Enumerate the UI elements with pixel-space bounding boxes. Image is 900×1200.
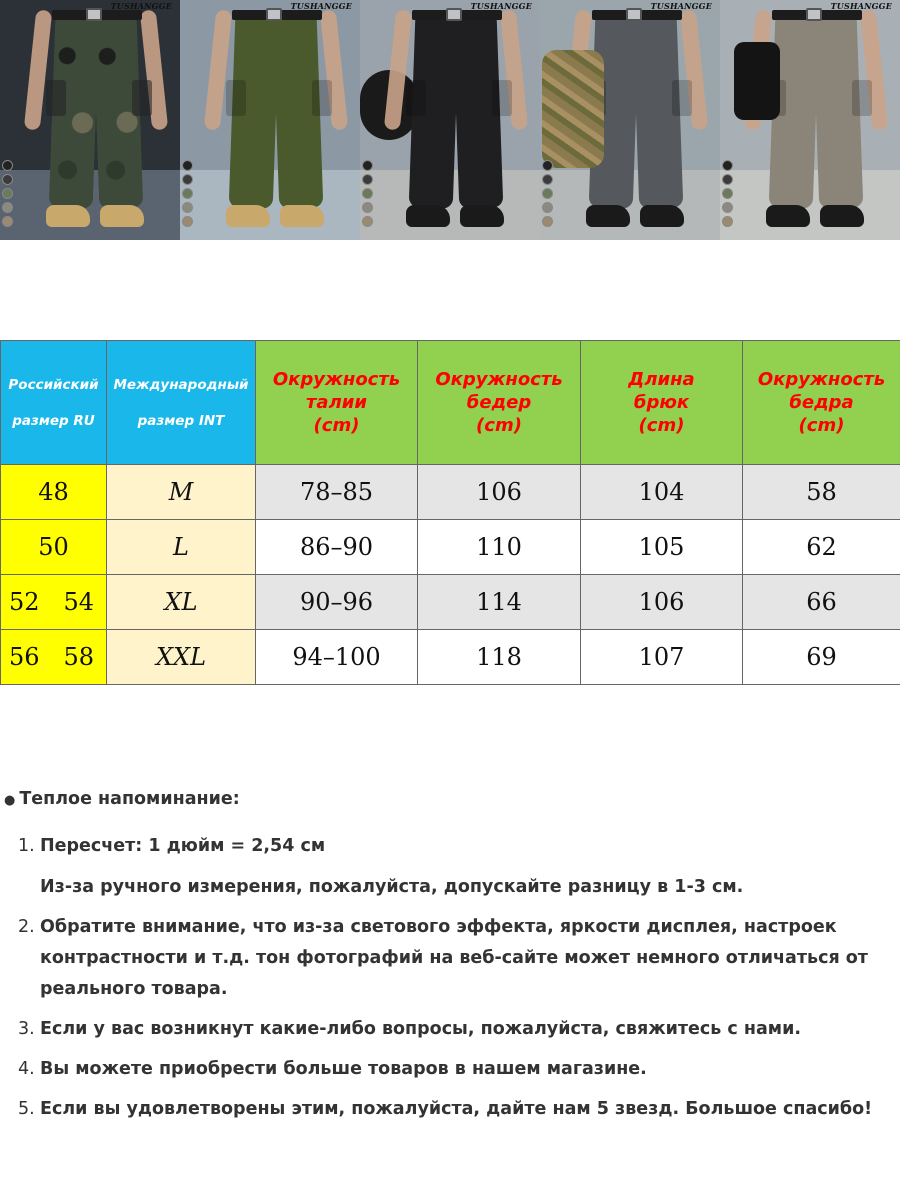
color-swatch: [722, 188, 733, 199]
cell-thigh: 58: [743, 465, 900, 520]
size-chart-table: [0, 340, 900, 685]
header-hips: Окружность бедер (cm): [418, 341, 581, 465]
table-row: [1, 630, 900, 685]
brand-logo: TUSHANGGE: [470, 1, 532, 11]
color-swatch: [362, 202, 373, 213]
color-swatch: [542, 216, 553, 227]
cell-hips: 114: [418, 575, 581, 630]
cell-waist: 94–100: [256, 630, 418, 685]
reminder-title: ● Теплое напоминание:: [4, 789, 240, 809]
color-swatch: [722, 174, 733, 185]
brand-logo: TUSHANGGE: [110, 1, 172, 11]
cell-waist: 78–85: [256, 465, 418, 520]
cell-int-size: M: [107, 465, 256, 520]
color-swatch: [2, 160, 13, 171]
brand-logo: TUSHANGGE: [830, 1, 892, 11]
brand-logo: TUSHANGGE: [290, 1, 352, 11]
color-swatch: [722, 160, 733, 171]
color-swatch: [542, 174, 553, 185]
header-ru-size: Российский размер RU: [1, 341, 107, 465]
cell-ru-size: 52 54: [1, 575, 107, 630]
cell-length: 107: [581, 630, 743, 685]
cell-hips: 110: [418, 520, 581, 575]
header-thigh: Окружность бедра (cm): [743, 341, 900, 465]
warm-reminder-section: [0, 784, 900, 1125]
header-int-size: Международный размер INT: [107, 341, 256, 465]
header-waist: Окружность талии (cm): [256, 341, 418, 465]
table-row: [1, 520, 900, 575]
color-swatch: [362, 160, 373, 171]
reminder-item: 4. Вы можете приобрести больше товаров в нашем магазине.: [18, 1059, 647, 1079]
table-row: [1, 575, 900, 630]
backpack-icon: [542, 50, 604, 168]
reminder-item: 3. Если у вас возникнут какие-либо вопросы, пожалуйста, свяжитесь с нами.: [18, 1019, 802, 1039]
product-photo-khaki: [720, 0, 900, 240]
color-swatches: [182, 160, 193, 227]
color-swatch: [182, 202, 193, 213]
color-swatch: [722, 216, 733, 227]
color-swatch: [182, 174, 193, 185]
cell-int-size: L: [107, 520, 256, 575]
reminder-item: 1. Пересчет: 1 дюйм = 2,54 см: [18, 836, 326, 856]
color-swatch: [182, 216, 193, 227]
product-photo-camo: [0, 0, 180, 240]
case-icon: [734, 42, 780, 120]
cell-length: 104: [581, 465, 743, 520]
product-photo-black: [360, 0, 540, 240]
reminder-item: 2. Обратите внимание, что из-за светового эффекта, яркости дисплея, настроек контрастности и т.д. тон фотографий на веб-сайте может немного отличаться от реального товара.: [18, 917, 868, 999]
cell-hips: 118: [418, 630, 581, 685]
cell-thigh: 66: [743, 575, 900, 630]
cell-ru-size: 56 58: [1, 630, 107, 685]
cell-thigh: 69: [743, 630, 900, 685]
color-swatch: [542, 202, 553, 213]
product-photo-grey: [540, 0, 720, 240]
color-swatch: [182, 160, 193, 171]
bullet-icon: ●: [4, 793, 16, 808]
reminder-item: Из-за ручного измерения, пожалуйста, допускайте разницу в 1-3 см.: [40, 877, 744, 897]
color-swatches: [722, 160, 733, 227]
color-swatch: [542, 188, 553, 199]
cell-hips: 106: [418, 465, 581, 520]
cell-int-size: XXL: [107, 630, 256, 685]
cell-waist: 86–90: [256, 520, 418, 575]
cell-waist: 90–96: [256, 575, 418, 630]
reminder-item: 5. Если вы удовлетворены этим, пожалуйста, дайте нам 5 звезд. Большое спасибо!: [18, 1099, 873, 1119]
color-swatches: [362, 160, 373, 227]
brand-logo: TUSHANGGE: [650, 1, 712, 11]
color-swatch: [2, 188, 13, 199]
table-header-row: [1, 341, 900, 465]
cell-length: 106: [581, 575, 743, 630]
color-swatch: [362, 174, 373, 185]
color-swatch: [362, 188, 373, 199]
product-photo-strip: [0, 0, 900, 240]
cell-ru-size: 48: [1, 465, 107, 520]
cell-ru-size: 50: [1, 520, 107, 575]
product-photo-green: [180, 0, 360, 240]
table-row: [1, 465, 900, 520]
cell-int-size: XL: [107, 575, 256, 630]
color-swatches: [2, 160, 13, 227]
cell-length: 105: [581, 520, 743, 575]
header-length: Длина брюк (cm): [581, 341, 743, 465]
reminder-list: [0, 831, 900, 1125]
color-swatch: [2, 216, 13, 227]
color-swatch: [2, 174, 13, 185]
color-swatch: [362, 216, 373, 227]
color-swatch: [2, 202, 13, 213]
cell-thigh: 62: [743, 520, 900, 575]
color-swatch: [542, 160, 553, 171]
color-swatch: [182, 188, 193, 199]
color-swatch: [722, 202, 733, 213]
color-swatches: [542, 160, 553, 227]
